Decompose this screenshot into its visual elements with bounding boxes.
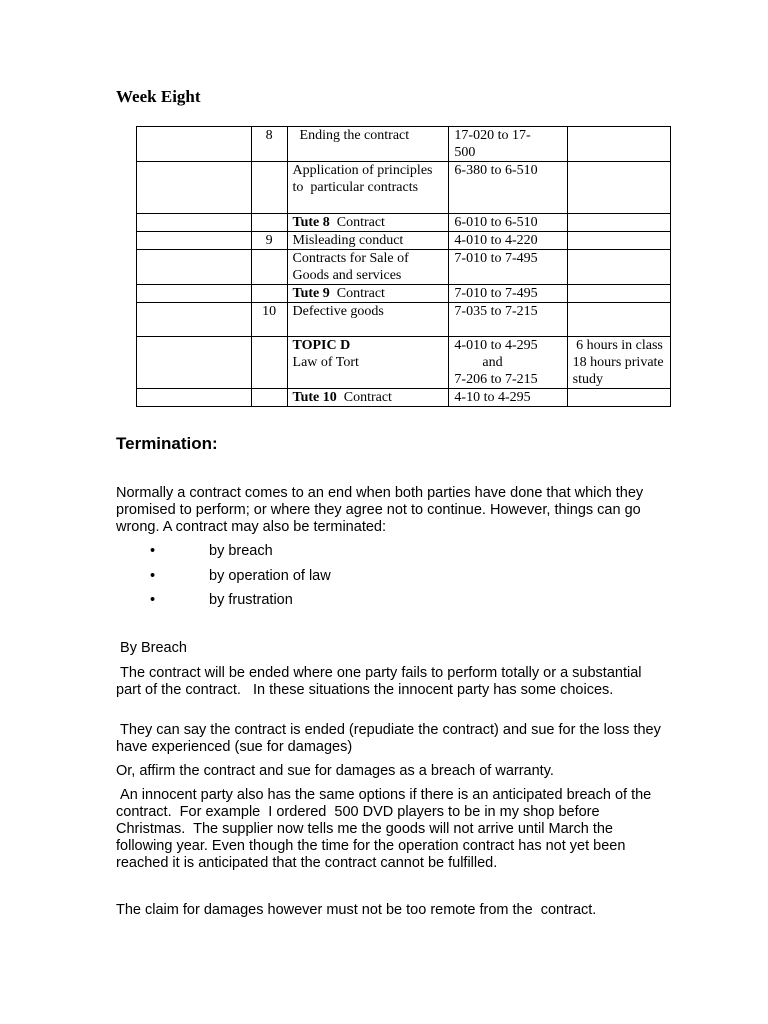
week-number-cell	[251, 285, 287, 303]
topic-text: Contract	[336, 390, 392, 405]
reference-cell	[449, 250, 567, 285]
reference-cell	[449, 214, 567, 232]
blank-cell	[137, 162, 252, 214]
topic-cell	[287, 303, 449, 337]
reference-cell	[449, 127, 567, 162]
topic-text: Ending the contract	[299, 128, 410, 143]
table-row	[137, 127, 671, 162]
week-number-cell	[251, 337, 287, 389]
week-number-cell	[251, 214, 287, 232]
bullet-text: by breach	[209, 543, 273, 559]
table-row	[137, 232, 671, 250]
blank-cell	[137, 127, 252, 162]
blank-cell	[137, 214, 252, 232]
paragraph-repudiate: They can say the contract is ended (repudiate the contract) and sue for the loss they have experienced (sue for damages)	[116, 722, 665, 755]
bullet-text: by operation of law	[209, 567, 331, 584]
week-number-cell	[251, 389, 287, 407]
study-hours-note-cell	[567, 389, 670, 407]
table-row	[137, 337, 671, 389]
topic-text: Misleading conduct	[292, 233, 404, 248]
blank-cell	[137, 285, 252, 303]
table-row	[137, 214, 671, 232]
paragraph-affirm: Or, affirm the contract and sue for damages as a breach of warranty.	[116, 763, 554, 779]
table-row	[137, 303, 671, 337]
reference-line: 500	[454, 145, 476, 160]
topic-cell	[287, 214, 449, 232]
blank-cell	[137, 250, 252, 285]
topic-cell	[287, 337, 449, 389]
reference-line: 7-035 to 7-215	[454, 304, 538, 319]
blank-cell	[137, 303, 252, 337]
topic-text: Contracts for Sale of Goods and services	[292, 251, 413, 283]
study-hours-note-cell	[567, 303, 670, 337]
reference-cell	[449, 232, 567, 250]
reference-line: 4-10 to 4-295	[454, 390, 531, 405]
termination-heading: Termination:	[116, 434, 218, 453]
blank-cell	[137, 389, 252, 407]
table-row	[137, 285, 671, 303]
bullet-icon: •	[150, 567, 156, 584]
reference-line: and	[482, 355, 503, 370]
reference-line: 7-010 to 7-495	[454, 251, 538, 266]
reference-cell	[449, 337, 567, 389]
reference-cell	[449, 389, 567, 407]
intro-paragraph: Normally a contract comes to an end when both parties have done that which they promised to perform; or where they agree not to continue. However, things can go wrong. A contract may also be terminated:	[116, 485, 644, 535]
topic-cell	[287, 232, 449, 250]
table-row	[137, 389, 671, 407]
reference-cell	[449, 162, 567, 214]
study-hours-note-cell: 6 hours in class 18 hours private study	[567, 337, 670, 389]
topic-label-bold: Tute 9	[292, 286, 330, 301]
topic-cell	[287, 250, 449, 285]
study-hours-note-cell	[567, 250, 670, 285]
paragraph-remoteness: The claim for damages however must not be too remote from the contract.	[116, 902, 597, 918]
reference-line: 7-010 to 7-495	[454, 286, 538, 301]
week-number-cell	[251, 250, 287, 285]
by-breach-heading: By Breach	[116, 640, 187, 656]
reference-line: 4-010 to 4-295	[454, 338, 538, 353]
schedule-table	[136, 126, 671, 407]
bullet-icon: •	[150, 592, 156, 608]
study-hours-note-cell	[567, 214, 670, 232]
topic-label-bold: Tute 8	[292, 215, 330, 230]
topic-cell	[287, 389, 449, 407]
topic-label-bold: TOPIC D	[292, 338, 351, 353]
blank-cell	[137, 232, 252, 250]
study-hours-note-cell	[567, 285, 670, 303]
study-hours-note-cell	[567, 127, 670, 162]
reference-line: 17-020 to 17-	[454, 128, 531, 143]
topic-text: Law of Tort	[292, 355, 359, 370]
week-number-cell	[251, 162, 287, 214]
paragraph-breach-definition: The contract will be ended where one party fails to perform totally or a substantial part of the contract. In these situations the innocent party has some choices.	[116, 665, 646, 698]
topic-text: Defective goods	[292, 304, 384, 319]
reference-line: 6-380 to 6-510	[454, 163, 538, 178]
week-number-cell: 9	[251, 232, 287, 250]
topic-cell	[287, 162, 449, 214]
topic-text: Contract	[329, 215, 385, 230]
reference-line: 7-206 to 7-215	[454, 372, 538, 387]
blank-cell	[137, 337, 252, 389]
topic-cell	[287, 127, 449, 162]
topic-cell	[287, 285, 449, 303]
topic-text: Contract	[329, 286, 385, 301]
bullet-text: by frustration	[209, 592, 293, 608]
reference-cell	[449, 303, 567, 337]
week-number-cell: 10	[251, 303, 287, 337]
topic-label-bold: Tute 10	[292, 390, 337, 405]
week-number-cell: 8	[251, 127, 287, 162]
bullet-icon: •	[150, 543, 156, 559]
week-title: Week Eight	[116, 87, 201, 106]
table-row	[137, 162, 671, 214]
reference-cell	[449, 285, 567, 303]
study-hours-note-cell	[567, 162, 670, 214]
reference-line: 4-010 to 4-220	[454, 233, 538, 248]
topic-text: Application of principles to particular contracts	[292, 163, 436, 195]
paragraph-anticipated-breach: An innocent party also has the same options if there is an anticipated breach of the contract. For example I ordered 500 DVD players to be in my shop before Christmas. The supplier now tells me the goods will not arrive until March the following year. Even though the time for the operation contract has not yet been reached it is anticipated that the contract cannot be fulfilled.	[116, 787, 656, 871]
reference-line: 6-010 to 6-510	[454, 215, 538, 230]
study-hours-note-cell	[567, 232, 670, 250]
table-row	[137, 250, 671, 285]
